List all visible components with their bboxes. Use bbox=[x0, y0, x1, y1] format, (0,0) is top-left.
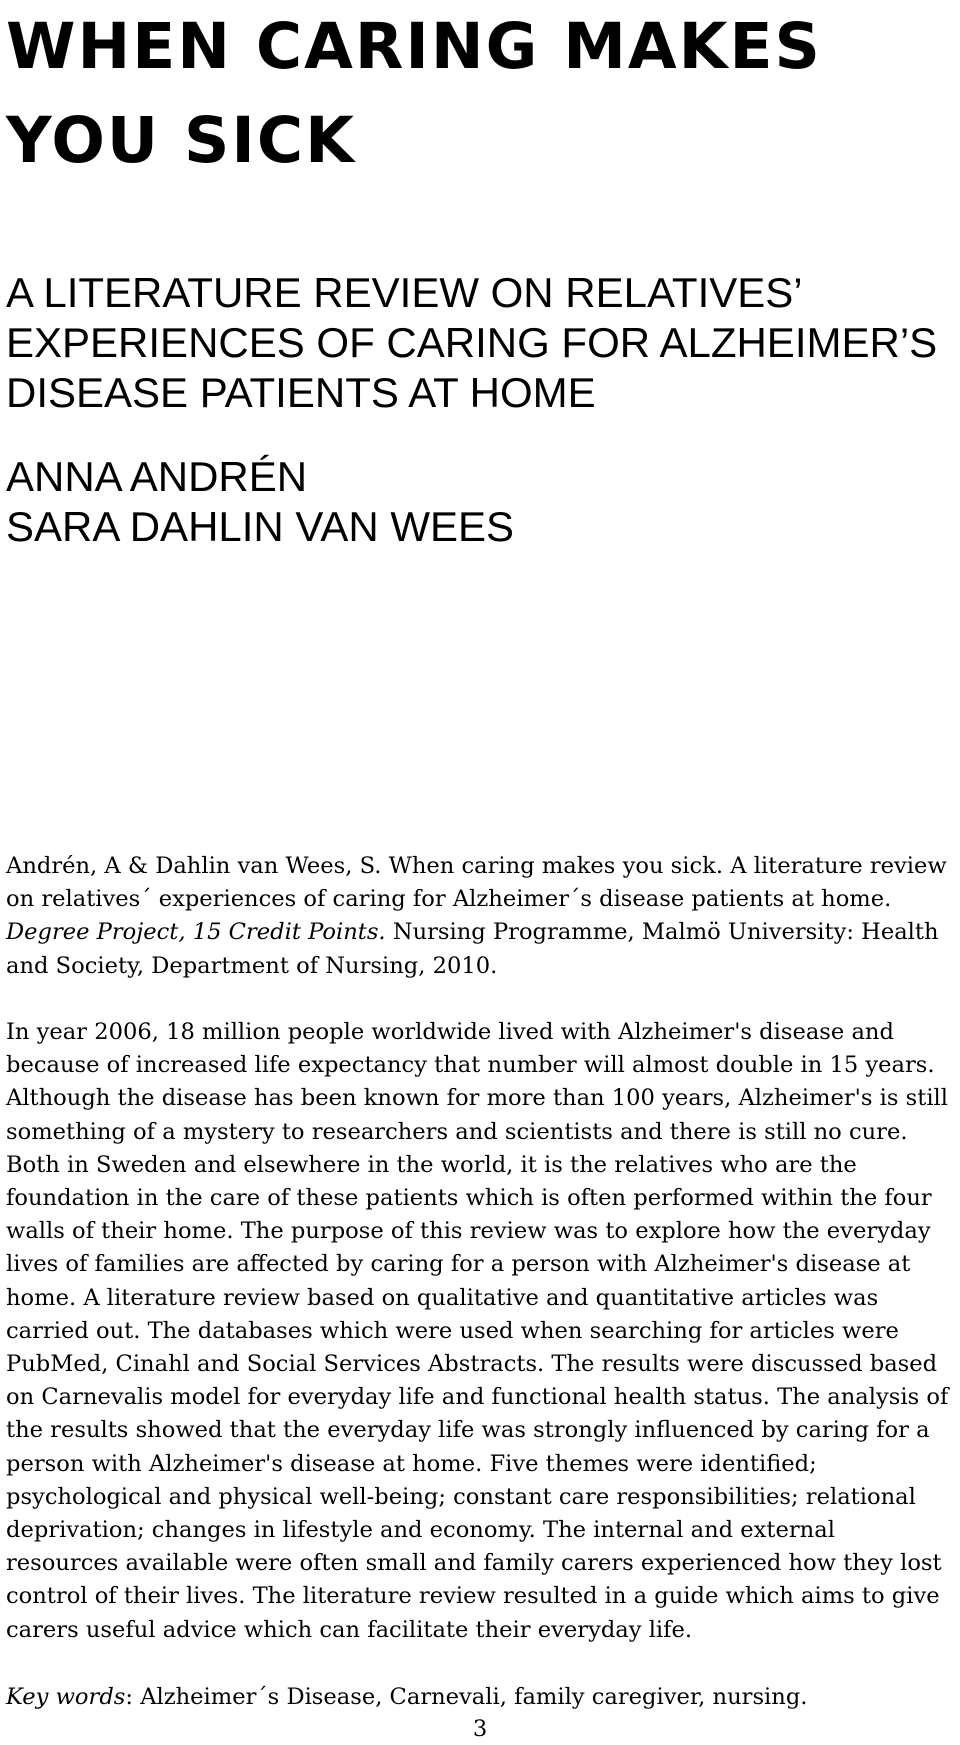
citation-paragraph bbox=[6, 850, 954, 983]
keywords-label: Key words bbox=[6, 1684, 126, 1710]
keywords-line bbox=[6, 1681, 954, 1714]
page-number: 3 bbox=[472, 1716, 488, 1742]
document-title: WHEN CARING MAKES YOU SICK bbox=[6, 10, 822, 177]
author-name: ANNA ANDRÉN bbox=[6, 453, 308, 500]
keywords-text: Alzheimer´s Disease, Carnevali, family caregiver, nursing. bbox=[140, 1684, 808, 1710]
keywords-separator: : bbox=[125, 1684, 141, 1710]
citation-institution: Nursing Programme, Malmö University: Health and Society, Department of Nursing, 2010. bbox=[6, 919, 939, 979]
abstract-paragraph: In year 2006, 18 million people worldwide lived with Alzheimer's disease and because of increased life expectancy that number will almost double in 15 years. Although the disease has been known for more than 100 years, Alzheimer's is still something of a mystery to researchers and scientists and there is still no cure. Both in Sweden and elsewhere in the world, it is the relatives who are the foundation in the care of these patients which is often performed within the four walls of their home. The purpose of this review was to explore how the everyday lives of families are affected by caring for a person with Alzheimer's disease at home. A literature review based on qualitative and quantitative articles was carried out. The databases which were used when searching for articles were PubMed, Cinahl and Social Services Abstracts. The results were discussed based on Carnevalis model for everyday life and functional health status. The analysis of the results showed that the everyday life was strongly influenced by caring for a person with Alzheimer's disease at home. Five themes were identified; psychological and physical well-being; constant care responsibilities; relational deprivation; changes in lifestyle and economy. The internal and external resources available were often small and family carers experienced how they lost control of their lives. The literature review resulted in a guide which aims to give carers useful advice which can facilitate their everyday life. bbox=[6, 1019, 949, 1643]
citation-degree: Degree Project, 15 Credit Points. bbox=[6, 919, 386, 946]
author-list bbox=[6, 452, 946, 552]
citation-reference: Andrén, A & Dahlin van Wees, S. When caring makes you sick. A literature review on relatives´ experiences of caring for Alzheimer´s disease patients at home. bbox=[6, 853, 947, 913]
author-name: SARA DAHLIN VAN WEES bbox=[6, 503, 515, 550]
document-subtitle: A LITERATURE REVIEW ON RELATIVES’ EXPERIENCES OF CARING FOR ALZHEIMER’S DISEASE PATIENTS AT HOME bbox=[6, 269, 938, 416]
